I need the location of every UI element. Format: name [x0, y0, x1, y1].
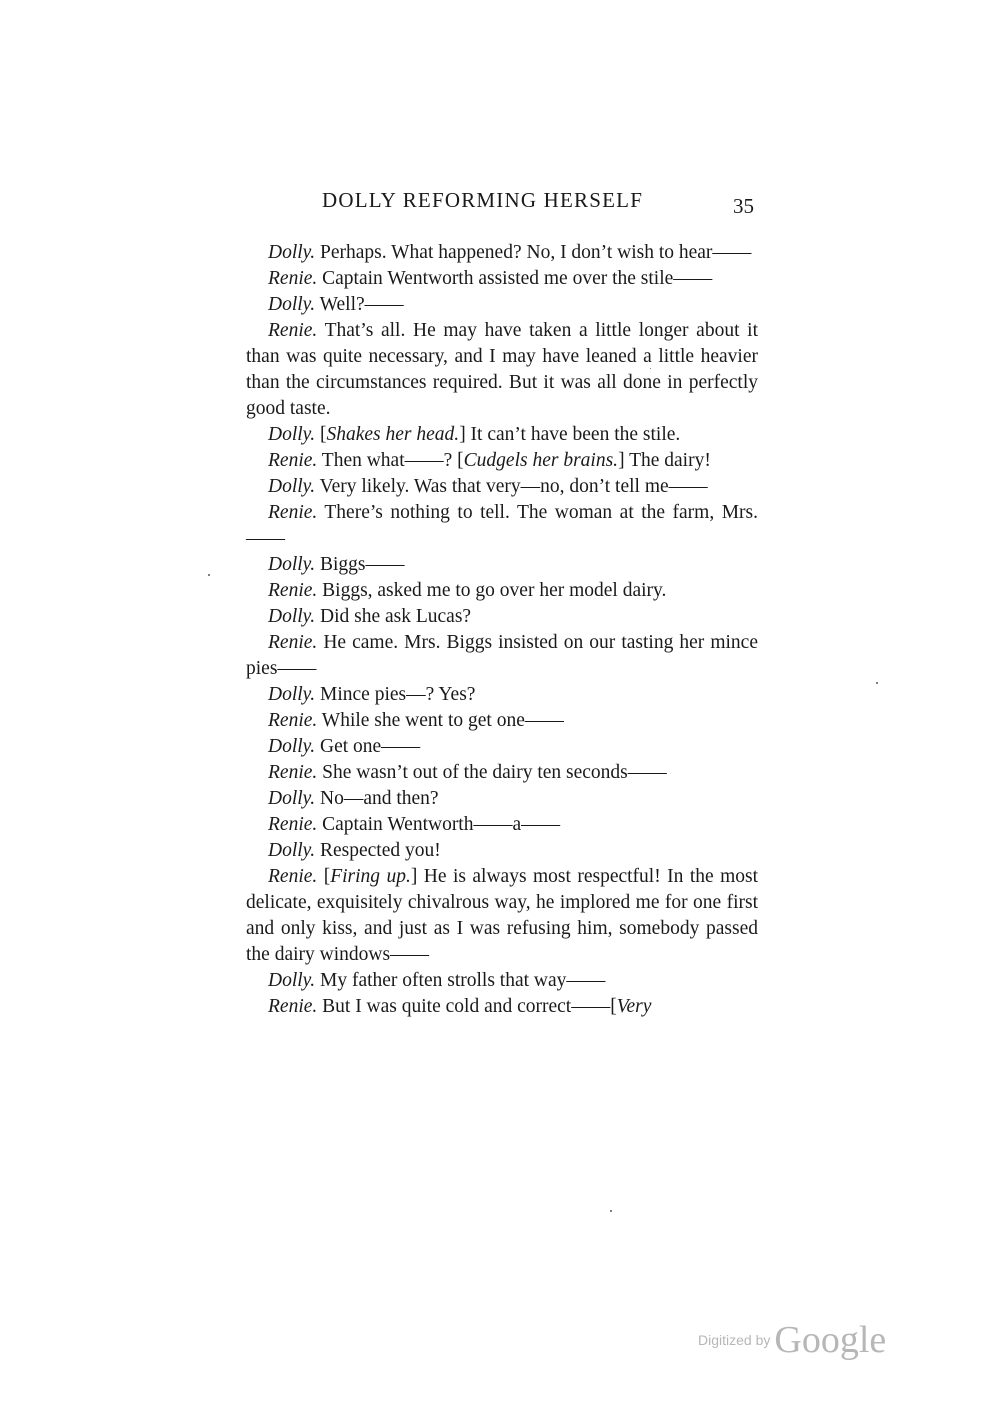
speech-paragraph [246, 500, 758, 552]
speech-text: That’s all. He may have taken a little longer about it than was quite necessary, and I may have leaned a little heavier than the circumstances required. But it was all done in perfectly good taste. [246, 320, 758, 419]
speech-text: Respected you! [315, 840, 441, 861]
stage-direction: Cudgels her brains. [463, 450, 619, 471]
speaker-name: Dolly. [268, 736, 316, 757]
speech-text: She wasn’t out of the dairy ten seconds—— [317, 762, 667, 783]
speaker-name: Dolly. [268, 554, 316, 575]
speaker-name: Renie. [268, 866, 318, 887]
speech-paragraph [246, 786, 758, 812]
stage-direction: Firing up. [330, 866, 411, 887]
scan-speck [208, 574, 210, 576]
speech-paragraph [246, 604, 758, 630]
speech-paragraph [246, 812, 758, 838]
scan-speck [650, 368, 651, 369]
speech-paragraph [246, 292, 758, 318]
speech-text: There’s nothing to tell. The woman at the farm, Mrs.—— [246, 502, 758, 549]
speech-paragraph [246, 708, 758, 734]
speaker-name: Dolly. [268, 788, 316, 809]
speech-paragraph [246, 422, 758, 448]
speech-text: Well?—— [315, 294, 404, 315]
speech-paragraph [246, 552, 758, 578]
speech-text: Biggs—— [315, 554, 405, 575]
speech-text: Perhaps. What happened? No, I don’t wish to hear—— [315, 242, 752, 263]
speech-text: Did she ask Lucas? [315, 606, 472, 627]
speaker-name: Dolly. [268, 970, 316, 991]
speech-text: [ [315, 424, 327, 445]
speech-text: Mince pies—? Yes? [315, 684, 476, 705]
page-number: 35 [733, 194, 754, 218]
digitized-label: Digitized by [698, 1332, 771, 1348]
scan-speck [876, 682, 878, 684]
speaker-name: Renie. [268, 996, 318, 1017]
speech-text: [ [317, 866, 331, 887]
speech-text: My father often strolls that way—— [315, 970, 606, 991]
speech-text: He came. Mrs. Biggs insisted on our tasting her mince pies—— [246, 632, 758, 679]
speaker-name: Renie. [268, 632, 318, 653]
speech-paragraph [246, 448, 758, 474]
speech-paragraph [246, 474, 758, 500]
speech-paragraph [246, 682, 758, 708]
stage-direction: Shakes her head. [326, 424, 460, 445]
speaker-name: Dolly. [268, 840, 316, 861]
speaker-name: Renie. [268, 268, 318, 289]
speaker-name: Dolly. [268, 606, 316, 627]
speech-paragraph [246, 864, 758, 968]
digitized-by-google-watermark [698, 1318, 886, 1362]
speech-paragraph [246, 318, 758, 422]
speaker-name: Renie. [268, 710, 318, 731]
speaker-name: Renie. [268, 762, 318, 783]
speaker-name: Renie. [268, 450, 318, 471]
speech-text: Get one—— [315, 736, 421, 757]
speech-paragraph [246, 630, 758, 682]
stage-direction: Very [616, 996, 652, 1017]
speech-paragraph [246, 734, 758, 760]
speaker-name: Renie. [268, 502, 318, 523]
speaker-name: Renie. [268, 320, 318, 341]
speech-text: ] The dairy! [618, 450, 711, 471]
speech-text: Very likely. Was that very—no, don’t tell me—— [315, 476, 708, 497]
speech-text: ] It can’t have been the stile. [459, 424, 681, 445]
speech-text: No—and then? [315, 788, 439, 809]
dialogue-text [246, 240, 758, 1020]
speech-paragraph [246, 240, 758, 266]
google-logo-text: Google [774, 1319, 887, 1361]
speaker-name: Dolly. [268, 294, 316, 315]
scan-speck [610, 1210, 612, 1212]
speaker-name: Dolly. [268, 684, 316, 705]
page-header [246, 188, 758, 228]
speaker-name: Dolly. [268, 476, 316, 497]
speech-text: Captain Wentworth assisted me over the stile—— [317, 268, 713, 289]
speaker-name: Dolly. [268, 424, 316, 445]
speaker-name: Renie. [268, 580, 318, 601]
speech-paragraph [246, 968, 758, 994]
speech-text: But I was quite cold and correct——[ [317, 996, 617, 1017]
speech-text: Then what——? [ [317, 450, 464, 471]
speech-text: While she went to get one—— [317, 710, 564, 731]
speaker-name: Renie. [268, 814, 318, 835]
running-head: DOLLY REFORMING HERSELF [322, 188, 644, 212]
speech-paragraph [246, 838, 758, 864]
speaker-name: Dolly. [268, 242, 316, 263]
speech-paragraph [246, 994, 758, 1020]
speech-text: Biggs, asked me to go over her model dairy. [317, 580, 667, 601]
speech-paragraph [246, 760, 758, 786]
speech-paragraph [246, 266, 758, 292]
speech-text: ] He is always most respectful! In the most delicate, exquisitely chivalrous way, he implored me for one first and only kiss, and just as I was refusing him, somebody passed the dairy windows—— [246, 866, 759, 965]
speech-paragraph [246, 578, 758, 604]
speech-text: Captain Wentworth——a—— [317, 814, 561, 835]
